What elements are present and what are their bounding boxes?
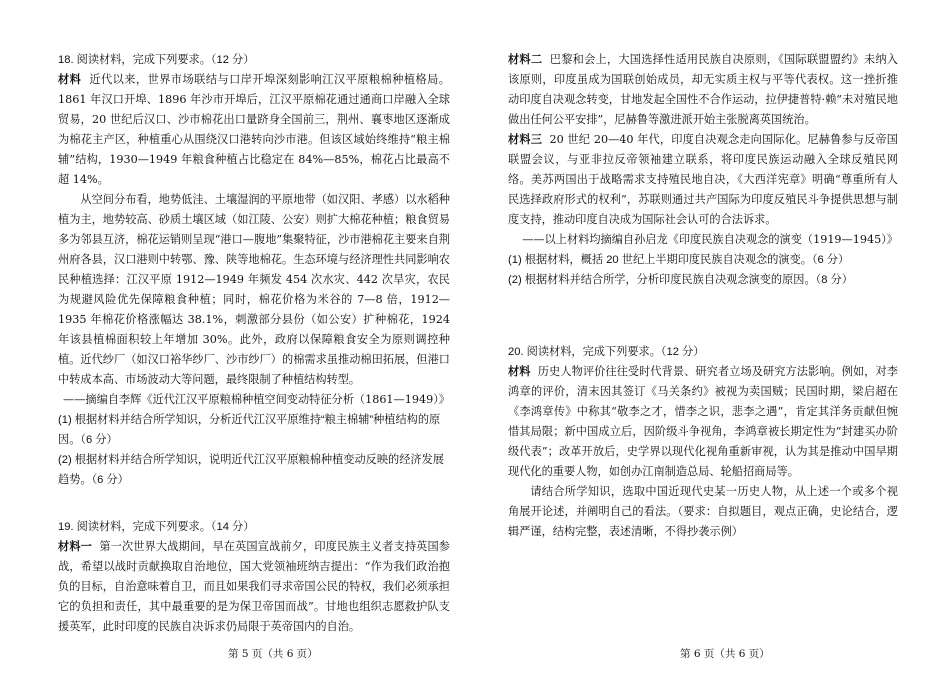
q19-material3-text: 20 世纪 20—40 年代，印度自决观念走向国际化。尼赫鲁参与反帝国联盟会议，与亚非拉反帝领袖建立联系，将印度民族运动融入全球反殖民网络。美苏两国出于战略需求支持殖民地自决，《大西洋宪章》明确“尊重所有人民选择政府形式的权利”，苏联则通过共产国际为印度反殖民斗争提供思想与制度支持，推动印度自决成为国际社会认可的合法诉求。 [508,133,898,226]
q19-material3 [508,130,898,230]
q18-material-para1 [58,70,450,190]
q20-heading: 20. 阅读材料，完成下列要求。（12 分） [508,346,705,358]
q18-material-text1: 近代以来，世界市场联结与口岸开埠深刻影响江汉平原粮棉种植格局。1861 年汉口开埠、1896 年沙市开埠后，江汉平原棉花通过通商口岸融入全球贸易，20 世纪后汉口、沙市棉花出口量跻身全国前三，荆州、襄枣地区逐渐成为棉花主产区，种植重心从围绕汉口港转向沙市港。但该区域始终维持“粮主棉辅”结构，1930—1949 年粮食种植占比稳定在 84%—85%，棉花占比最高不超 14%。 [58,73,450,186]
q19-source: ——以上材料均摘编自孙启龙《印度民族自决观念的演变（1919—1945）》 [522,233,898,246]
q18-subquestion-2: (2) 根据材料并结合所学知识，说明近代江汉平原粮棉种植变动反映的经济发展趋势。（6 分） [58,454,444,486]
question-19 [58,517,450,637]
q19-material2 [508,50,898,130]
q18-source: ——摘编自李辉《近代江汉平原粮棉种植空间变动特征分析（1861—1949）》 [63,393,450,406]
q18-heading: 18. 阅读材料，完成下列要求。（12 分） [58,54,255,66]
q20-material-label: 材料 [508,365,531,378]
q19-subquestion-2: (2) 根据材料并结合所学，分析印度民族自决观念演变的原因。（8 分） [508,274,853,286]
q20-prompt: 请结合所学知识，选取中国近现代史某一历史人物，从上述一个或多个视角展开论述，并阐明自己的看法。（要求：自拟题目，观点正确，史论结合，逻辑严谨，结构完整，表述清晰，不得抄袭示例） [508,486,898,538]
q20-material [508,362,898,482]
question-20 [508,342,898,542]
q20-material-text: 历史人物评价往往受时代背景、研究者立场及研究方法影响。例如，对李鸿章的评价，清末因其签订《马关条约》被视为卖国贼；民国时期，梁启超在《李鸿章传》中称其“敬李之才，惜李之识，悲李之遇”，肯定其洋务贡献但惋惜其局限；新中国成立后，因阶级斗争视角，李鸿章被长期定性为“封建买办阶级代表”；改革开放后，史学界以现代化视角重新审视，认为其是推动中国早期现代化的重要人物，如创办江南制造总局、轮船招商局等。 [508,365,898,478]
q19-material3-label: 材料三 [508,133,543,146]
q19-subquestion-1: (1) 根据材料，概括 20 世纪上半期印度民族自决观念的演变。（6 分） [508,254,850,266]
q19-heading: 19. 阅读材料，完成下列要求。（14 分） [58,521,255,533]
q18-material-label: 材料 [58,73,82,86]
q18-subquestion-1: (1) 根据材料并结合所学知识，分析近代江汉平原维持“粮主棉辅”种植结构的原因。（6 分） [58,414,441,446]
question-19-continued [508,50,898,290]
q18-material-para2: 从空间分布看，地势低洼、土壤湿润的平原地带（如汉阳、孝感）以水稻种植为主，地势较高、砂质土壤区域（如江陵、公安）则扩大棉花种植；粮食贸易多为邻县互济，棉花运销则呈现“港口—腹地”集聚特征，沙市港棉花主要来自荆州府各县，汉口港则中转鄂、豫、陕等地棉花。生态环境与经济理性共同影响农民种植选择：江汉平原 1912—1949 年频发 454 次水灾、442 次旱灾，农民为规避风险优先保障粮食种植；同时，棉花价格为米谷的 7—8 倍，1912—1935 年棉花价格涨幅达 38.1%，刺激部分县份（如公安）扩种棉花，1924 年该县植棉面积较上年增加 30%。此外，政府以保障粮食安全为原则调控种植。近代纱厂（如汉口裕华纱厂、沙市纱厂）的棉需求虽推动棉田拓展，但港口中转成本高、市场波动大等问题，最终限制了种植结构转型。 [58,193,450,386]
question-18 [58,50,450,490]
q19-material2-label: 材料二 [508,53,543,66]
q19-material1 [58,537,450,637]
q19-material2-text: 巴黎和会上，大国选择性适用民族自决原则，《国际联盟盟约》未纳入该原则，印度虽成为国联创始成员，却无实质主权与平等代表权。这一挫折推动印度自决观念转变，甘地发起全国性不合作运动，拉伊捷普特·赖“未对殖民地做出任何公平安排”，尼赫鲁等激进派开始主张脱离英国统治。 [508,53,898,126]
page-number-right: 第 6 页（共 6 页） [680,648,770,660]
page-number-left: 第 5 页（共 6 页） [228,648,318,660]
q19-material1-label: 材料一 [58,540,92,553]
q19-material1-text: 第一次世界大战期间，早在英国宣战前夕，印度民族主义者支持英国参战，希望以战时贡献换取自治地位，国大党领袖班纳吉提出：“作为我们政治抱负的目标，自治意味着自卫，而且如果我们寻求帝国公民的特权，我们必须承担它的负担和责任，其中最重要的是为保卫帝国而战”。甘地也组织志愿救护队支援英军，此时印度的民族自决诉求仍局限于英帝国内的自治。 [58,540,450,633]
